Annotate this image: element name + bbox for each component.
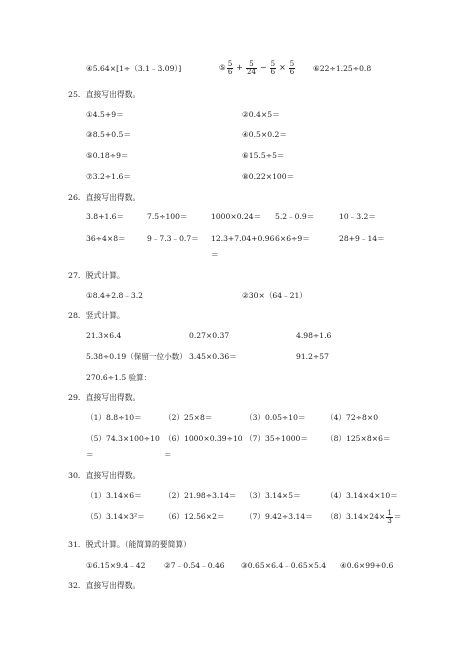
q26-r1-item-2: 7.5÷100＝	[147, 212, 188, 221]
q30-r2-item-6: （6）12.56×2＝	[164, 512, 225, 521]
question-31-title: 31．脱式计算。（能简算的要简算）	[68, 540, 191, 549]
question-26-title: 26．直接写出得数。	[68, 193, 141, 202]
q25-item-5: ⑤0.18÷9＝	[86, 151, 129, 160]
question-32-title: 32．直接写出得数。	[68, 581, 141, 590]
q26-r2-item-5: 28+9﹣14＝	[339, 234, 385, 243]
q25-item-7: ⑦3.2÷1.6＝	[86, 172, 131, 181]
q26-r2-item-2: 9﹣7.3﹣0.7＝	[147, 234, 199, 243]
q26-r2-item-3: 12.3+7.04+0.96	[211, 234, 275, 243]
q26-r1-item-5: 10﹣3.2＝	[339, 212, 376, 221]
fraction-4: $\frac{5}{6}$	[289, 59, 295, 76]
q28-r2-item-3: 91.2÷57	[296, 352, 329, 361]
q25-item-2: ②0.4×5＝	[242, 110, 280, 119]
q29-r2-item-5: （5）74.3×100÷10	[86, 434, 160, 443]
q30-r1-item-1: （1）3.14×6＝	[86, 491, 142, 500]
q29-r2-item-7: （7）35÷1000＝	[245, 434, 308, 443]
problem-5-label: ⑤	[219, 63, 226, 72]
q30-r1-item-2: （2）21.98÷3.14＝	[164, 491, 237, 500]
q25-item-8: ⑧0.22×100＝	[242, 172, 295, 181]
q30-r1-item-4: （4）3.14×4×10＝	[326, 491, 398, 500]
q30-r1-item-3: （3）3.14×5＝	[245, 491, 301, 500]
q27-item-2: ②30×（64﹣21）	[242, 291, 307, 300]
q25-item-4: ④0.5×0.2＝	[242, 130, 287, 139]
q26-r1-item-4: 5.2﹣0.9＝	[275, 212, 315, 221]
problem-5-fraction-expression	[219, 58, 296, 78]
q26-r2-item-1: 36÷4×8＝	[86, 234, 126, 243]
question-27-title: 27．脱式计算。	[68, 271, 125, 280]
q26-r2-item-4: 6×6÷9＝	[275, 234, 310, 243]
q28-r2-item-1: 5.38÷0.19（保留一位小数）	[86, 352, 187, 361]
operator-minus: −	[259, 63, 267, 72]
operator-times: ×	[279, 63, 286, 72]
q29-r2-item-8: （8）125×8×6＝	[326, 434, 391, 443]
question-28-title: 28．竖式计算。	[68, 311, 125, 320]
q28-r1-item-2: 0.27×0.37	[189, 331, 230, 340]
q30-r2-item-7: （7）9.42÷3.14＝	[245, 512, 313, 521]
question-25-title: 25．直接写出得数。	[68, 90, 141, 99]
q31-item-4: ④0.6×99+0.6	[340, 561, 394, 570]
q26-r1-item-1: 3.8+1.6＝	[86, 212, 125, 221]
fraction-2: $\frac{5}{24}$	[246, 59, 256, 76]
q30-r2-item-5: （5）3.14×3²＝	[86, 512, 145, 521]
question-29-title: 29．直接写出得数。	[68, 393, 141, 402]
q29-r1-item-3: （3）0.05÷10＝	[245, 413, 306, 422]
q26-r2-item-3-equals: ＝	[211, 250, 219, 259]
fraction-3: $\frac{5}{6}$	[270, 59, 276, 76]
q28-r1-item-1: 21.3×6.4	[86, 331, 122, 340]
q31-item-2: ②7﹣0.54﹣0.46	[164, 561, 225, 570]
q27-item-1: ①8.4+2.8﹣3.2	[86, 291, 143, 300]
q25-item-6: ⑥15.5÷5＝	[242, 151, 285, 160]
problem-6: ⑥22÷1.25÷0.8	[313, 64, 372, 73]
question-30-title: 30．直接写出得数。	[68, 471, 141, 480]
q29-r2-item-6: （6）1000×0.39÷10	[164, 434, 243, 443]
q29-item-5-equals: ＝	[86, 450, 94, 459]
q25-item-1: ①4.5+9＝	[86, 110, 124, 119]
fraction-1: $\frac{5}{6}$	[227, 59, 233, 76]
operator-plus: +	[236, 63, 243, 72]
q28-r3-item-1: 270.6÷1.5 验算：	[86, 373, 152, 382]
q31-item-1: ①6.15×9.4﹣42	[86, 561, 146, 570]
q26-r1-item-3: 1000×0.24＝	[211, 212, 262, 221]
q28-r1-item-3: 4.98÷1.6	[296, 331, 332, 340]
problem-4: ④5.64×[1÷（3.1﹣3.09）]	[86, 64, 182, 73]
fraction-one-third: $\frac{1}{3}$	[387, 508, 392, 525]
q25-item-3: ③8.5+0.5＝	[86, 130, 131, 139]
q29-r1-item-2: （2）25×8＝	[164, 413, 213, 422]
q29-r1-item-1: （1）8.8÷10＝	[86, 413, 142, 422]
q29-item-6-equals: ＝	[164, 450, 172, 459]
q31-item-3: ③0.65×6.4﹣0.65×5.4	[241, 561, 327, 570]
q30-r2-item-8: （8）3.14×24× $\frac{1}{3}$ ＝	[326, 508, 402, 525]
q28-r2-item-2: 3.45×0.36＝	[189, 352, 237, 361]
q29-r1-item-4: （4）72÷8×0	[326, 413, 379, 422]
